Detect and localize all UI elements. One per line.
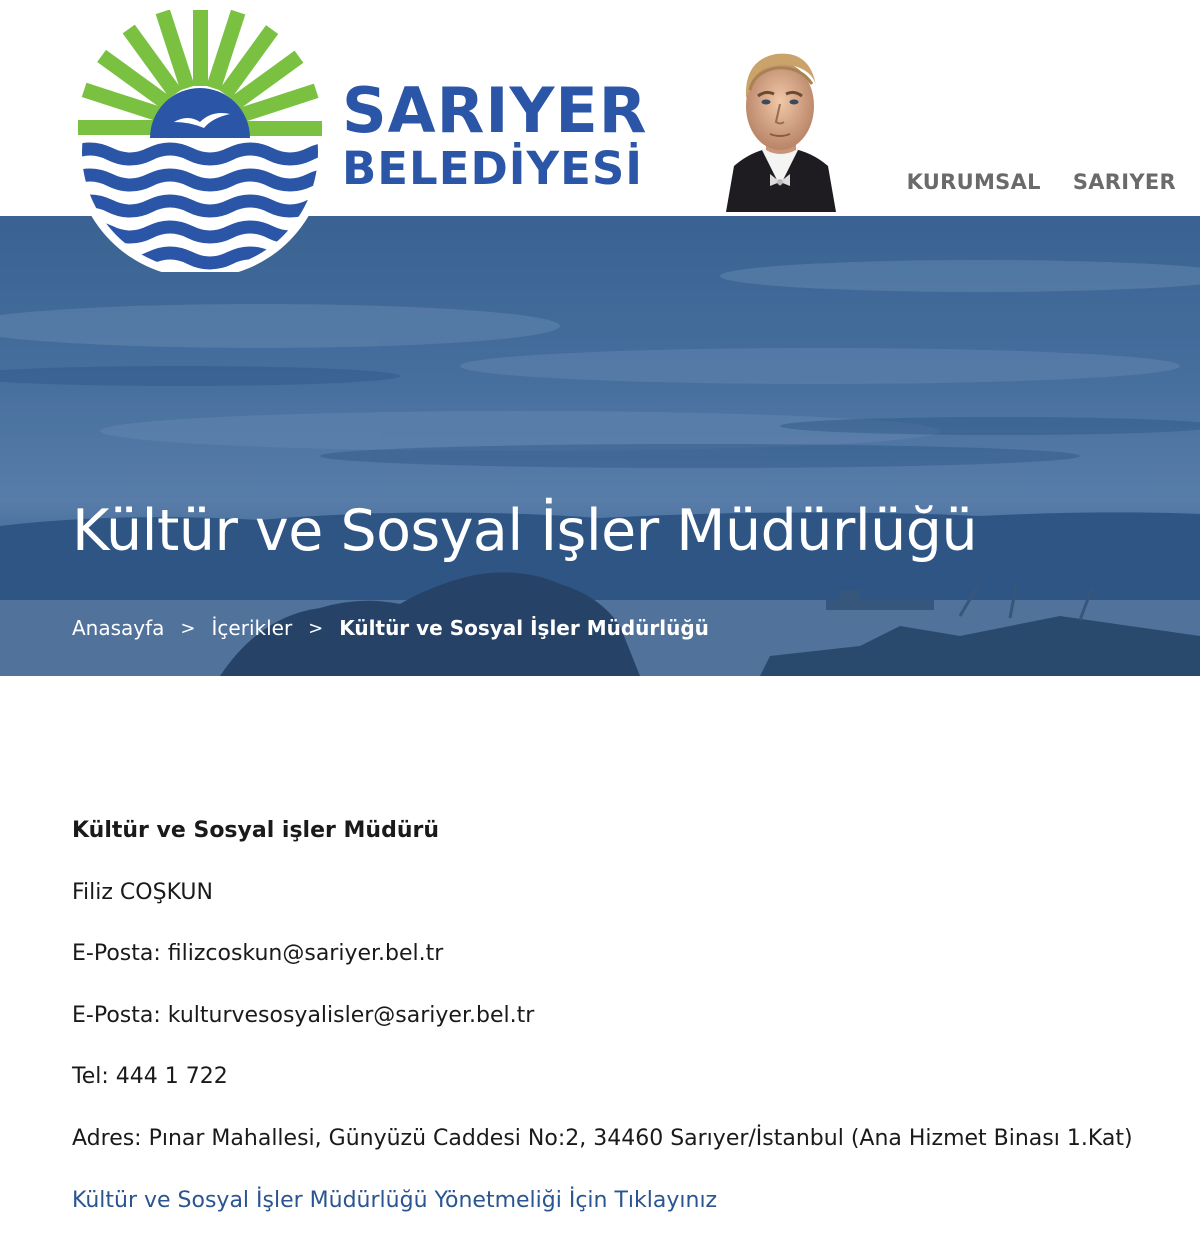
breadcrumb-current: Kültür ve Sosyal İşler Müdürlüğü	[339, 616, 709, 640]
sariyer-logo-icon[interactable]	[70, 10, 330, 272]
content-area	[72, 816, 1172, 1247]
regulation-paragraph	[72, 1186, 1172, 1216]
nav-item-kurumsal[interactable]: KURUMSAL	[906, 170, 1041, 194]
main-nav	[907, 170, 1176, 194]
brand-line-2: BELEDİYESİ	[342, 142, 644, 195]
page-title: Kültür ve Sosyal İşler Müdürlüğü	[72, 498, 978, 564]
director-name: Filiz COŞKUN	[72, 879, 213, 905]
brand-line-1: SARIYER	[342, 74, 648, 147]
nav-item-sariyer[interactable]: SARIYER	[1072, 170, 1176, 194]
email-personal: E-Posta: filizcoskun@sariyer.bel.tr	[72, 941, 444, 967]
breadcrumb-contents-link[interactable]: İçerikler	[211, 616, 293, 640]
brand-wordmark[interactable]	[342, 74, 648, 195]
chevron-right-icon: >	[308, 617, 324, 639]
regulation-link[interactable]: Kültür ve Sosyal İşler Müdürlüğü Yönetmeliği İçin Tıklayınız	[72, 1187, 718, 1213]
hero-background-image	[0, 216, 1200, 676]
chevron-right-icon: >	[180, 617, 196, 639]
phone-number: Tel: 444 1 722	[72, 1064, 228, 1090]
email-department: E-Posta: kulturvesosyalisler@sariyer.bel.tr	[72, 1002, 535, 1028]
director-role: Kültür ve Sosyal işler Müdürü	[72, 818, 439, 843]
ataturk-portrait	[720, 36, 840, 212]
breadcrumb	[72, 616, 709, 640]
breadcrumb-home-link[interactable]: Anasayfa	[72, 616, 165, 640]
hero-banner	[0, 216, 1200, 676]
address: Adres: Pınar Mahallesi, Günyüzü Caddesi No:2, 34460 Sarıyer/İstanbul (Ana Hizmet Binası 1.Kat)	[72, 1125, 1133, 1151]
